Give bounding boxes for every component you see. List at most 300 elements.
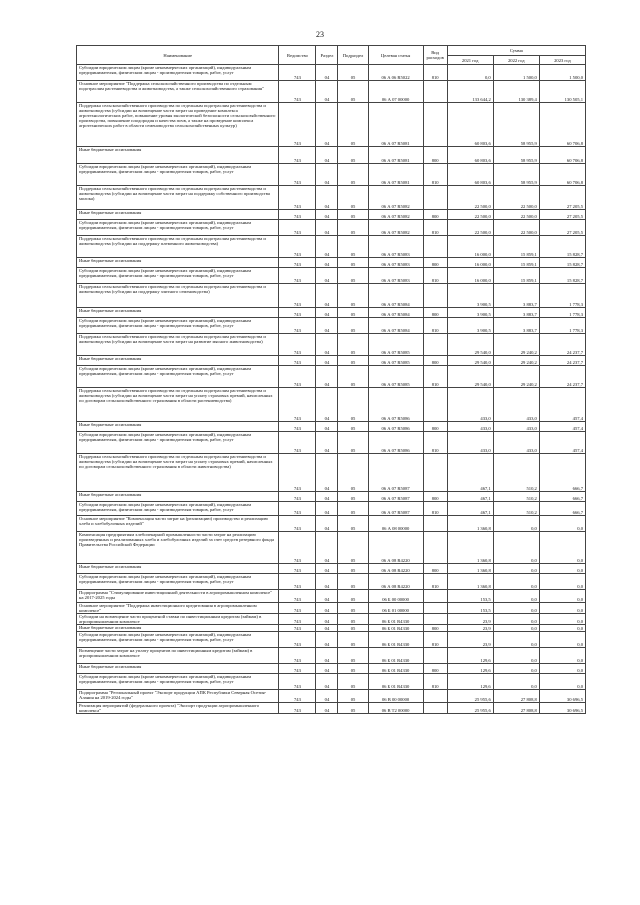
row-vr-cell: 810 — [423, 432, 447, 454]
row-ved-cell: 743 — [279, 186, 316, 210]
row-vr-cell: 810 — [423, 318, 447, 334]
row-vr-cell — [423, 334, 447, 356]
row-podrazdel-cell: 05 — [338, 268, 368, 284]
row-name-cell: Субсидии юридическим лицам (кроме некоммерческих организаций), индивидуальным предпринимателям, физическим лицам - производителям товаров, работ, услуг — [77, 574, 279, 590]
row-name-cell: Субсидии юридическим лицам (кроме некоммерческих организаций), индивидуальным предпринимателям, физическим лицам - производителям товаров, работ, услуг — [77, 65, 279, 81]
row-vr-cell: 810 — [423, 574, 447, 590]
table-row — [77, 648, 586, 664]
table-row — [77, 268, 586, 284]
table-row — [77, 590, 586, 603]
row-podrazdel-cell: 05 — [338, 674, 368, 690]
table-row — [77, 454, 586, 492]
row-vr-cell — [423, 590, 447, 603]
row-razdel-cell: 04 — [316, 664, 338, 674]
row-2021-cell: 29 540,0 — [447, 334, 493, 356]
row-2022-cell: 15 859,1 — [493, 258, 539, 268]
row-ved-cell: 743 — [279, 164, 316, 186]
table-row — [77, 236, 586, 258]
table-row — [77, 632, 586, 648]
row-2021-cell: 1 360,8 — [447, 516, 493, 532]
row-podrazdel-cell: 05 — [338, 690, 368, 703]
row-razdel-cell: 04 — [316, 632, 338, 648]
row-ved-cell: 743 — [279, 422, 316, 432]
row-razdel-cell: 04 — [316, 164, 338, 186]
row-2023-cell: 0,0 — [539, 574, 585, 590]
row-vr-cell: 800 — [423, 210, 447, 220]
row-2021-cell: 129,6 — [447, 674, 493, 690]
table-row — [77, 388, 586, 422]
row-cs-cell: 06 В Т2 00000 — [368, 703, 423, 714]
row-2023-cell: 0,0 — [539, 674, 585, 690]
row-ved-cell: 743 — [279, 268, 316, 284]
row-cs-cell: 06 Б 00 00000 — [368, 590, 423, 603]
row-2022-cell: 22 500,0 — [493, 210, 539, 220]
row-razdel-cell: 04 — [316, 210, 338, 220]
row-2022-cell: 433,0 — [493, 422, 539, 432]
row-ved-cell: 743 — [279, 258, 316, 268]
row-cs-cell: 06 Б 01 R4330 — [368, 674, 423, 690]
row-2021-cell: 22 500,0 — [447, 220, 493, 236]
row-razdel-cell: 04 — [316, 65, 338, 81]
row-razdel-cell: 04 — [316, 516, 338, 532]
row-2022-cell: 22 500,0 — [493, 186, 539, 210]
row-2023-cell: 30 696,5 — [539, 690, 585, 703]
row-razdel-cell: 04 — [316, 258, 338, 268]
row-ved-cell: 743 — [279, 625, 316, 632]
row-2022-cell: 29 240,2 — [493, 334, 539, 356]
row-2023-cell: 0,0 — [539, 648, 585, 664]
row-2021-cell: 129,6 — [447, 664, 493, 674]
row-podrazdel-cell: 05 — [338, 614, 368, 625]
row-2023-cell: 15 828,7 — [539, 258, 585, 268]
row-vr-cell: 800 — [423, 147, 447, 164]
row-ved-cell: 743 — [279, 432, 316, 454]
row-name-cell: Реализация мероприятий (федерального проекта) "Экспорт продукции агропромышленного комплекса" — [77, 703, 279, 714]
row-2022-cell: 1 500,0 — [493, 65, 539, 81]
row-2022-cell: 0,0 — [493, 664, 539, 674]
row-ved-cell: 743 — [279, 308, 316, 318]
table-row — [77, 432, 586, 454]
row-name-cell: Иные бюджетные ассигнования — [77, 210, 279, 220]
row-razdel-cell: 04 — [316, 648, 338, 664]
row-vr-cell — [423, 388, 447, 422]
row-razdel-cell: 04 — [316, 220, 338, 236]
row-vr-cell — [423, 690, 447, 703]
row-vr-cell — [423, 532, 447, 564]
budget-table — [76, 45, 586, 714]
row-name-cell: Поддержка сельскохозяйственного производства по отдельным подотраслям растениеводства и животноводства (субсидии на возмещение части затрат на развитие мясного животноводства) — [77, 334, 279, 356]
row-2022-cell: 3 883,7 — [493, 308, 539, 318]
row-2021-cell: 467,1 — [447, 492, 493, 502]
row-podrazdel-cell: 05 — [338, 103, 368, 147]
row-podrazdel-cell: 05 — [338, 664, 368, 674]
row-podrazdel-cell: 05 — [338, 502, 368, 516]
row-2021-cell: 22 500,0 — [447, 210, 493, 220]
table-row — [77, 674, 586, 690]
row-2022-cell: 0,0 — [493, 532, 539, 564]
row-2021-cell: 433,0 — [447, 388, 493, 422]
row-2022-cell: 0,0 — [493, 603, 539, 614]
row-2022-cell: 15 859,1 — [493, 236, 539, 258]
row-2021-cell: 29 540,0 — [447, 356, 493, 366]
row-podrazdel-cell: 05 — [338, 308, 368, 318]
row-cs-cell: 06 Б 01 R4330 — [368, 614, 423, 625]
header-razdel: Раздел — [316, 46, 338, 65]
table-row — [77, 422, 586, 432]
row-name-cell: Субсидии юридическим лицам (кроме некоммерческих организаций), индивидуальным предпринимателям, физическим лицам - производителям товаров, работ, услуг — [77, 268, 279, 284]
row-vr-cell: 800 — [423, 625, 447, 632]
table-row — [77, 220, 586, 236]
row-cs-cell: 06 А 07 R5085 — [368, 334, 423, 356]
row-vr-cell: 800 — [423, 356, 447, 366]
row-razdel-cell: 04 — [316, 103, 338, 147]
row-2023-cell: 0,0 — [539, 532, 585, 564]
table-row — [77, 210, 586, 220]
table-row — [77, 603, 586, 614]
row-2021-cell: 16 000,0 — [447, 258, 493, 268]
row-ved-cell: 743 — [279, 492, 316, 502]
row-ved-cell: 743 — [279, 590, 316, 603]
row-razdel-cell: 04 — [316, 334, 338, 356]
row-razdel-cell: 04 — [316, 564, 338, 574]
row-2023-cell: 60 706,8 — [539, 164, 585, 186]
row-cs-cell: 06 Б 01 R4330 — [368, 664, 423, 674]
row-2022-cell: 0,0 — [493, 590, 539, 603]
row-ved-cell: 743 — [279, 648, 316, 664]
row-podrazdel-cell: 05 — [338, 625, 368, 632]
row-2021-cell: 133 644,2 — [447, 81, 493, 103]
row-ved-cell: 743 — [279, 614, 316, 625]
row-2023-cell: 457,4 — [539, 432, 585, 454]
row-2022-cell: 433,0 — [493, 388, 539, 422]
row-razdel-cell: 04 — [316, 268, 338, 284]
row-2023-cell: 0,0 — [539, 632, 585, 648]
row-2023-cell: 60 706,8 — [539, 103, 585, 147]
row-2023-cell: 130 505,1 — [539, 81, 585, 103]
row-name-cell: Иные бюджетные ассигнования — [77, 147, 279, 164]
row-2022-cell: 510,2 — [493, 502, 539, 516]
row-vr-cell: 800 — [423, 492, 447, 502]
row-cs-cell: 06 А 07 R5087 — [368, 492, 423, 502]
row-razdel-cell: 04 — [316, 147, 338, 164]
row-vr-cell — [423, 648, 447, 664]
row-name-cell: Субсидии юридическим лицам (кроме некоммерческих организаций), индивидуальным предпринимателям, физическим лицам - производителям товаров, работ, услуг — [77, 318, 279, 334]
row-2022-cell: 0,0 — [493, 516, 539, 532]
row-podrazdel-cell: 05 — [338, 703, 368, 714]
row-2023-cell: 0,0 — [539, 564, 585, 574]
row-2023-cell: 27 205,5 — [539, 210, 585, 220]
row-vr-cell: 810 — [423, 65, 447, 81]
row-vr-cell: 800 — [423, 564, 447, 574]
row-vr-cell — [423, 603, 447, 614]
row-podrazdel-cell: 05 — [338, 236, 368, 258]
row-podrazdel-cell: 05 — [338, 516, 368, 532]
row-2021-cell: 22 500,0 — [447, 186, 493, 210]
row-2022-cell: 58 955,9 — [493, 103, 539, 147]
row-2023-cell: 60 706,8 — [539, 147, 585, 164]
row-podrazdel-cell: 05 — [338, 147, 368, 164]
row-ved-cell: 743 — [279, 664, 316, 674]
table-row — [77, 356, 586, 366]
row-podrazdel-cell: 05 — [338, 564, 368, 574]
row-2023-cell: 0,0 — [539, 603, 585, 614]
row-cs-cell: 06 А 07 R5081 — [368, 164, 423, 186]
table-row — [77, 690, 586, 703]
header-summa: Сумма — [447, 46, 585, 56]
row-2022-cell: 510,2 — [493, 454, 539, 492]
row-cs-cell: 06 А 07 R5086 — [368, 432, 423, 454]
row-2021-cell: 60 803,6 — [447, 103, 493, 147]
row-cs-cell: 06 А 07 R5082 — [368, 220, 423, 236]
row-ved-cell: 743 — [279, 574, 316, 590]
row-2023-cell: 0,0 — [539, 625, 585, 632]
row-cs-cell: 06 Б 01 R4330 — [368, 632, 423, 648]
table-row — [77, 703, 586, 714]
row-cs-cell: 06 А 07 R5081 — [368, 103, 423, 147]
row-name-cell: Иные бюджетные ассигнования — [77, 625, 279, 632]
table-row — [77, 186, 586, 210]
row-podrazdel-cell: 05 — [338, 432, 368, 454]
row-podrazdel-cell: 05 — [338, 422, 368, 432]
row-podrazdel-cell: 05 — [338, 532, 368, 564]
row-2022-cell: 58 955,9 — [493, 164, 539, 186]
row-razdel-cell: 04 — [316, 318, 338, 334]
row-2022-cell: 0,0 — [493, 614, 539, 625]
row-ved-cell: 743 — [279, 220, 316, 236]
row-razdel-cell: 04 — [316, 603, 338, 614]
header-name: Наименование — [77, 46, 279, 65]
row-2023-cell: 1 778,3 — [539, 318, 585, 334]
row-ved-cell: 743 — [279, 147, 316, 164]
row-2021-cell: 467,1 — [447, 454, 493, 492]
row-name-cell: Компенсация предприятиям хлебопекарной промышленности части затрат на реализацию произведенных и реализованных хлеба и хлебобулочных изделий за счет средств резервного фонда Правительства Российской Федерации — [77, 532, 279, 564]
row-2021-cell: 60 803,6 — [447, 147, 493, 164]
table-row — [77, 614, 586, 625]
row-2023-cell: 0,0 — [539, 590, 585, 603]
row-ved-cell: 743 — [279, 334, 316, 356]
row-ved-cell: 743 — [279, 516, 316, 532]
row-2023-cell: 24 237,7 — [539, 334, 585, 356]
row-name-cell: Основное мероприятие "Компенсация части затрат на (реализацию) производство и реализацию хлеба и хлебобулочных изделий" — [77, 516, 279, 532]
row-name-cell: Поддержка сельскохозяйственного производства по отдельным подотраслям растениеводства и животноводства (субсидии на поддержку элитного семеноводства) — [77, 284, 279, 308]
row-vr-cell: 810 — [423, 268, 447, 284]
row-podrazdel-cell: 05 — [338, 366, 368, 388]
table-row — [77, 492, 586, 502]
header-2021: 2021 год — [447, 56, 493, 65]
row-2023-cell: 0,0 — [539, 664, 585, 674]
row-name-cell: Основное мероприятие "Поддержка сельскохозяйственного производства по отдельным подотраслям растениеводства и животноводства, а также сельскохозяйственного страхования" — [77, 81, 279, 103]
row-cs-cell: 06 А 07 R5083 — [368, 258, 423, 268]
table-row — [77, 625, 586, 632]
row-vr-cell: 810 — [423, 632, 447, 648]
row-2021-cell: 153,5 — [447, 603, 493, 614]
row-name-cell: Субсидии юридическим лицам (кроме некоммерческих организаций), индивидуальным предпринимателям, физическим лицам - производителям товаров, работ, услуг — [77, 632, 279, 648]
row-2023-cell: 0,0 — [539, 614, 585, 625]
row-2023-cell: 1 778,3 — [539, 308, 585, 318]
header-podrazdel: Подраздел — [338, 46, 368, 65]
row-name-cell: Субсидии юридическим лицам (кроме некоммерческих организаций), индивидуальным предпринимателям, физическим лицам - производителям товаров, работ, услуг — [77, 502, 279, 516]
row-podrazdel-cell: 05 — [338, 334, 368, 356]
row-name-cell: Подпрограмма "Региональный проект "Экспорт продукции АПК Республики Северная Осетия-Алания на 2019-2024 годы" — [77, 690, 279, 703]
row-2022-cell: 27 808,8 — [493, 690, 539, 703]
row-vr-cell — [423, 236, 447, 258]
row-vr-cell — [423, 284, 447, 308]
row-podrazdel-cell: 05 — [338, 454, 368, 492]
row-2023-cell: 1 500,0 — [539, 65, 585, 81]
row-name-cell: Иные бюджетные ассигнования — [77, 664, 279, 674]
row-podrazdel-cell: 05 — [338, 603, 368, 614]
row-2021-cell: 25 955,6 — [447, 690, 493, 703]
row-2021-cell: 129,6 — [447, 648, 493, 664]
row-name-cell: Поддержка сельскохозяйственного производства по отдельным подотраслям растениеводства и животноводства (субсидии на возмещение части затрат на поддержку собственного производства молока) — [77, 186, 279, 210]
table-row — [77, 258, 586, 268]
row-podrazdel-cell: 05 — [338, 590, 368, 603]
row-razdel-cell: 04 — [316, 492, 338, 502]
row-vr-cell: 800 — [423, 308, 447, 318]
row-2021-cell: 3 900,5 — [447, 318, 493, 334]
table-row — [77, 103, 586, 147]
table-body — [77, 65, 586, 714]
table-row — [77, 284, 586, 308]
row-2023-cell: 457,4 — [539, 422, 585, 432]
row-ved-cell: 743 — [279, 388, 316, 422]
row-2023-cell: 1 778,3 — [539, 284, 585, 308]
row-2021-cell: 153,5 — [447, 590, 493, 603]
row-cs-cell: 06 А 07 R5087 — [368, 502, 423, 516]
row-razdel-cell: 04 — [316, 625, 338, 632]
row-podrazdel-cell: 05 — [338, 492, 368, 502]
row-podrazdel-cell: 05 — [338, 574, 368, 590]
row-ved-cell: 743 — [279, 454, 316, 492]
row-2021-cell: 467,1 — [447, 502, 493, 516]
row-podrazdel-cell: 05 — [338, 220, 368, 236]
row-name-cell: Иные бюджетные ассигнования — [77, 564, 279, 574]
row-podrazdel-cell: 05 — [338, 648, 368, 664]
row-2023-cell: 24 237,7 — [539, 356, 585, 366]
row-2022-cell: 510,2 — [493, 492, 539, 502]
row-cs-cell: 06 А 07 R5086 — [368, 422, 423, 432]
row-cs-cell: 06 А 08 R4220 — [368, 532, 423, 564]
row-2021-cell: 23,9 — [447, 632, 493, 648]
row-vr-cell — [423, 454, 447, 492]
row-2022-cell: 15 859,1 — [493, 268, 539, 284]
row-2021-cell: 1 360,8 — [447, 564, 493, 574]
row-podrazdel-cell: 05 — [338, 356, 368, 366]
table-row — [77, 564, 586, 574]
row-razdel-cell: 04 — [316, 388, 338, 422]
header-2023: 2023 год — [539, 56, 585, 65]
row-cs-cell: 06 А 07 R5087 — [368, 454, 423, 492]
row-2022-cell: 3 883,7 — [493, 318, 539, 334]
row-vr-cell: 810 — [423, 502, 447, 516]
row-ved-cell: 743 — [279, 632, 316, 648]
row-2021-cell: 23,9 — [447, 625, 493, 632]
row-vr-cell: 800 — [423, 664, 447, 674]
row-ved-cell: 743 — [279, 502, 316, 516]
row-vr-cell: 800 — [423, 258, 447, 268]
row-2021-cell: 29 540,0 — [447, 366, 493, 388]
row-ved-cell: 743 — [279, 65, 316, 81]
table-row — [77, 516, 586, 532]
row-ved-cell: 743 — [279, 356, 316, 366]
row-2023-cell: 457,4 — [539, 388, 585, 422]
row-2021-cell: 3 900,5 — [447, 308, 493, 318]
row-2023-cell: 666,7 — [539, 492, 585, 502]
row-ved-cell: 743 — [279, 103, 316, 147]
row-ved-cell: 743 — [279, 284, 316, 308]
row-razdel-cell: 04 — [316, 454, 338, 492]
row-ved-cell: 743 — [279, 366, 316, 388]
row-cs-cell: 06 А 07 R5084 — [368, 284, 423, 308]
row-vr-cell: 810 — [423, 674, 447, 690]
row-razdel-cell: 04 — [316, 590, 338, 603]
row-name-cell: Поддержка сельскохозяйственного производства по отдельным подотраслям растениеводства и животноводства (субсидии на поддержку племенного животноводства) — [77, 236, 279, 258]
row-2021-cell: 1 360,8 — [447, 532, 493, 564]
row-ved-cell: 743 — [279, 690, 316, 703]
page-number: 23 — [316, 30, 324, 39]
header-2022: 2022 год — [493, 56, 539, 65]
row-2022-cell: 0,0 — [493, 632, 539, 648]
row-cs-cell: 06 А 07 R5084 — [368, 318, 423, 334]
table-row — [77, 366, 586, 388]
row-cs-cell: 06 А 07 R5083 — [368, 236, 423, 258]
row-vr-cell — [423, 81, 447, 103]
row-2023-cell: 666,7 — [539, 454, 585, 492]
row-2021-cell: 23,9 — [447, 614, 493, 625]
table-row — [77, 147, 586, 164]
row-cs-cell: 06 А 07 00000 — [368, 81, 423, 103]
row-razdel-cell: 04 — [316, 81, 338, 103]
row-vr-cell: 810 — [423, 366, 447, 388]
row-2021-cell: 3 900,5 — [447, 284, 493, 308]
table-row — [77, 664, 586, 674]
row-name-cell: Поддержка сельскохозяйственного производства по отдельным подотраслям растениеводства и животноводства (субсидии на возмещение части затрат на уплату страховых премий, начисленных по договорам сельскохозяйственного страхования в области растениеводства) — [77, 388, 279, 422]
row-cs-cell: 06 Б 01 00000 — [368, 603, 423, 614]
row-2021-cell: 433,0 — [447, 432, 493, 454]
row-2022-cell: 29 240,2 — [493, 366, 539, 388]
row-2023-cell: 15 828,7 — [539, 236, 585, 258]
row-cs-cell: 06 Б 01 R4330 — [368, 648, 423, 664]
table-row — [77, 81, 586, 103]
table-row — [77, 334, 586, 356]
row-razdel-cell: 04 — [316, 502, 338, 516]
row-2022-cell: 58 955,9 — [493, 147, 539, 164]
row-2021-cell: 16 000,0 — [447, 236, 493, 258]
row-podrazdel-cell: 05 — [338, 318, 368, 334]
row-2021-cell: 1 360,8 — [447, 574, 493, 590]
row-razdel-cell: 04 — [316, 366, 338, 388]
row-2022-cell: 27 808,8 — [493, 703, 539, 714]
row-cs-cell: 06 А 07 R5086 — [368, 388, 423, 422]
row-vr-cell: 810 — [423, 220, 447, 236]
row-name-cell: Основное мероприятие "Поддержка инвестиционного кредитования в агропромышленном комплексе" — [77, 603, 279, 614]
row-name-cell: Иные бюджетные ассигнования — [77, 308, 279, 318]
row-podrazdel-cell: 05 — [338, 632, 368, 648]
row-vr-cell: 800 — [423, 422, 447, 432]
row-2021-cell: 16 000,0 — [447, 268, 493, 284]
header-ved: Ведомство — [279, 46, 316, 65]
row-vr-cell — [423, 516, 447, 532]
row-vr-cell — [423, 614, 447, 625]
row-cs-cell: 06 А 07 R5085 — [368, 366, 423, 388]
row-name-cell: Иные бюджетные ассигнования — [77, 422, 279, 432]
row-razdel-cell: 04 — [316, 236, 338, 258]
row-2023-cell: 30 696,5 — [539, 703, 585, 714]
row-cs-cell: 06 В 00 00000 — [368, 690, 423, 703]
row-name-cell: Подпрограмма "Стимулирование инвестиционной деятельности в агропромышленном комплексе" на 2017-2025 годы — [77, 590, 279, 603]
row-razdel-cell: 04 — [316, 308, 338, 318]
row-vr-cell — [423, 703, 447, 714]
